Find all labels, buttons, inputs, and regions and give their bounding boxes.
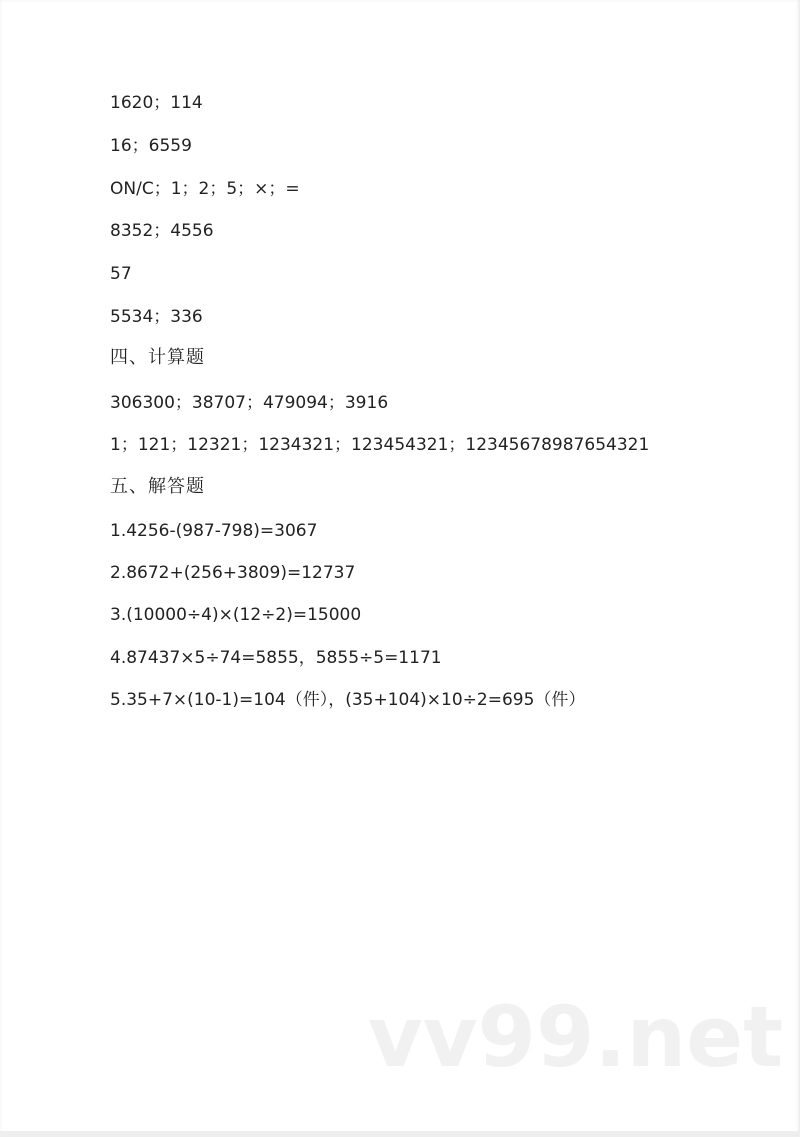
word-problem-answer-3: 3.(10000÷4)×(12÷2)=15000 [110, 605, 362, 625]
word-problem-answer-5: 5.35+7×(10-1)=104（件），(35+104)×10÷2=695（件） [110, 690, 586, 710]
watermark: vv99.net [368, 988, 784, 1086]
answer-line-8: 1；121；12321；1234321；123454321；12345678987654321 [110, 435, 650, 455]
answer-line-1: 1620；114 [110, 93, 203, 113]
word-problem-answer-2: 2.8672+(256+3809)=12737 [110, 563, 356, 583]
answer-line-4: 8352；4556 [110, 221, 214, 241]
answer-line-2: 16；6559 [110, 136, 192, 156]
word-problem-answer-4: 4.87437×5÷74=5855，5855÷5=1171 [110, 648, 442, 668]
answer-line-6: 5534；336 [110, 307, 203, 327]
page-bottom-edge [0, 1131, 800, 1137]
answer-line-7: 306300；38707；479094；3916 [110, 393, 389, 413]
answer-line-3: ON/C；1；2；5；×；= [110, 179, 300, 199]
word-problem-answer-1: 1.4256-(987-798)=3067 [110, 521, 318, 541]
section-heading-word-problems: 五、解答题 [110, 476, 205, 497]
section-heading-calculation: 四、计算题 [110, 347, 205, 368]
answer-line-5: 57 [110, 264, 132, 284]
